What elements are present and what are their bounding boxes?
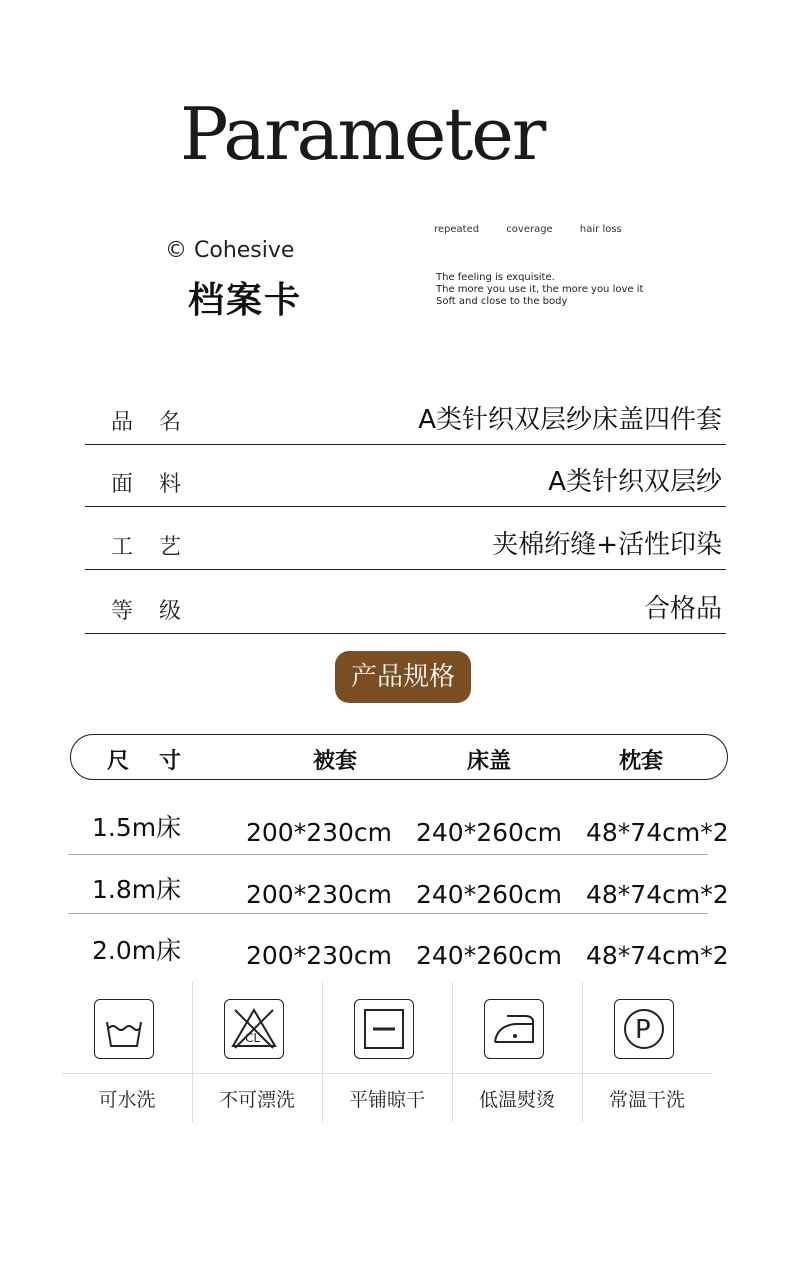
spec-badge: 产品规格 bbox=[335, 651, 471, 703]
header-duvet: 被套 bbox=[313, 749, 358, 774]
header-bedspread: 床盖 bbox=[467, 749, 512, 774]
info-label: 工艺 bbox=[111, 535, 208, 560]
info-value: 合格品 bbox=[643, 594, 722, 624]
cell-duvet: 200*230cm bbox=[246, 941, 393, 970]
info-label: 品名 bbox=[111, 410, 208, 435]
care-label: 可水洗 bbox=[98, 1089, 156, 1111]
cell-pillowcase: 48*74cm*2 bbox=[586, 880, 729, 909]
slogan-line: The feeling is exquisite. bbox=[436, 272, 555, 283]
info-value: A类针织双层纱床盖四件套 bbox=[418, 405, 722, 435]
info-row-name bbox=[85, 384, 726, 445]
cell-size: 1.8m床 bbox=[92, 875, 182, 904]
dry-flat-icon bbox=[354, 999, 414, 1059]
tag-list bbox=[434, 224, 646, 235]
cell-size: 2.0m床 bbox=[92, 936, 182, 965]
care-item-no-bleach bbox=[192, 982, 323, 1122]
tag-hair-loss: hair loss bbox=[579, 224, 622, 235]
svg-text:P: P bbox=[635, 1015, 651, 1045]
care-item-wash bbox=[62, 982, 193, 1122]
table-row bbox=[68, 792, 729, 855]
cell-duvet: 200*230cm bbox=[246, 880, 393, 909]
cell-pillowcase: 48*74cm*2 bbox=[586, 818, 729, 847]
svg-text:CL: CL bbox=[245, 1031, 261, 1045]
info-row-grade bbox=[85, 573, 726, 634]
table-row bbox=[68, 915, 729, 977]
care-label: 不可漂洗 bbox=[218, 1089, 295, 1111]
care-item-dry-clean bbox=[582, 982, 712, 1122]
dry-clean-icon bbox=[614, 999, 674, 1059]
care-item-iron bbox=[452, 982, 583, 1122]
info-value: A类针织双层纱 bbox=[548, 467, 722, 497]
iron-low-icon bbox=[484, 999, 544, 1059]
cell-bedspread: 240*260cm bbox=[416, 880, 563, 909]
cell-pillowcase: 48*74cm*2 bbox=[586, 941, 729, 970]
table-row bbox=[68, 854, 729, 914]
info-label: 等级 bbox=[111, 599, 208, 624]
slogan-line: The more you use it, the more you love it bbox=[436, 284, 644, 295]
info-value: 夹棉绗缝+活性印染 bbox=[492, 530, 722, 560]
header-pillowcase: 枕套 bbox=[619, 749, 664, 774]
info-label: 面料 bbox=[111, 472, 208, 497]
card-title: 档案卡 bbox=[188, 280, 303, 321]
brand-name: © Cohesive bbox=[165, 238, 295, 263]
care-label: 低温熨烫 bbox=[478, 1089, 555, 1111]
table-header bbox=[70, 734, 728, 780]
care-label: 平铺晾干 bbox=[348, 1089, 425, 1111]
care-label: 常温干洗 bbox=[608, 1089, 685, 1111]
header-size: 尺寸 bbox=[107, 749, 212, 774]
slogan-line: Soft and close to the body bbox=[436, 296, 568, 307]
info-row-fabric bbox=[85, 446, 726, 507]
hand-wash-icon bbox=[94, 999, 154, 1059]
cell-size: 1.5m床 bbox=[92, 813, 182, 842]
tag-coverage: coverage bbox=[506, 224, 553, 235]
parameter-title: Parameter bbox=[180, 92, 545, 176]
care-item-dry-flat bbox=[322, 982, 453, 1122]
slogan bbox=[436, 272, 643, 308]
cell-bedspread: 240*260cm bbox=[416, 818, 563, 847]
info-row-craft bbox=[85, 509, 726, 570]
cell-duvet: 200*230cm bbox=[246, 818, 393, 847]
tag-repeated: repeated bbox=[434, 224, 480, 235]
no-bleach-icon bbox=[224, 999, 284, 1059]
cell-bedspread: 240*260cm bbox=[416, 941, 563, 970]
